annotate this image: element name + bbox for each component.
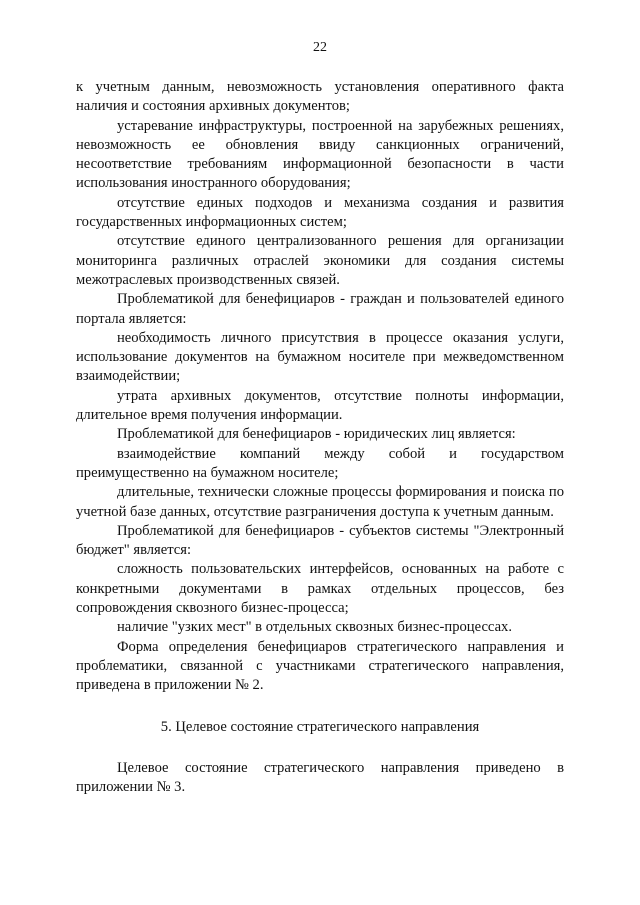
paragraph-12: сложность пользовательских интерфейсов, основанных на работе с конкретными документами в рамках отдельных процессов, без сопровождения сквозного бизнес-процесса; [76, 561, 564, 617]
paragraph-9: взаимодействие компаний между собой и государством преимущественно на бумажном носителе; [76, 445, 564, 481]
paragraph-14: Форма определения бенефициаров стратегического направления и проблематики, связанной с участниками стратегического направления, приведена в приложении № 2. [76, 638, 564, 694]
paragraph-6: необходимость личного присутствия в процессе оказания услуги, использование документов на бумажном носителе при межведомственном взаимодействии; [76, 329, 564, 385]
paragraph-10: длительные, технически сложные процессы формирования и поиска по учетной базе данных, отсутствие разграничения доступа к учетным данным. [76, 484, 564, 520]
paragraph-11: Проблематикой для бенефициаров - субъектов системы "Электронный бюджет" является: [76, 522, 564, 559]
paragraph-4: отсутствие единого централизованного решения для организации мониторинга различных отраслей экономики для создания системы межотраслевых производственных связей. [76, 233, 564, 288]
paragraph-8: Проблематикой для бенефициаров - юридических лиц является: [117, 426, 516, 443]
document-body [76, 78, 564, 797]
paragraph-7: утрата архивных документов, отсутствие полноты информации, длительное время получения информации. [76, 387, 564, 424]
paragraph-13: наличие "узких мест" в отдельных сквозных бизнес-процессах. [117, 619, 512, 636]
paragraph-1: к учетным данным, невозможность установления оперативного факта наличия и состояния архивных документов; [76, 79, 564, 115]
section-paragraph: Целевое состояние стратегического направления приведено в приложении № 3. [76, 759, 564, 796]
paragraph-3: отсутствие единых подходов и механизма создания и развития государственных информационных систем; [76, 194, 564, 231]
page-number: 22 [313, 40, 327, 55]
section-heading: 5. Целевое состояние стратегического направления [160, 718, 480, 735]
paragraph-2: устаревание инфраструктуры, построенной на зарубежных решениях, невозможность ее обновления ввиду санкционных ограничений, несоответствие требованиям информационной безопасности в части использования иностранного оборудования; [76, 117, 564, 192]
paragraph-5: Проблематикой для бенефициаров - граждан и пользователей единого портала является: [76, 291, 564, 327]
